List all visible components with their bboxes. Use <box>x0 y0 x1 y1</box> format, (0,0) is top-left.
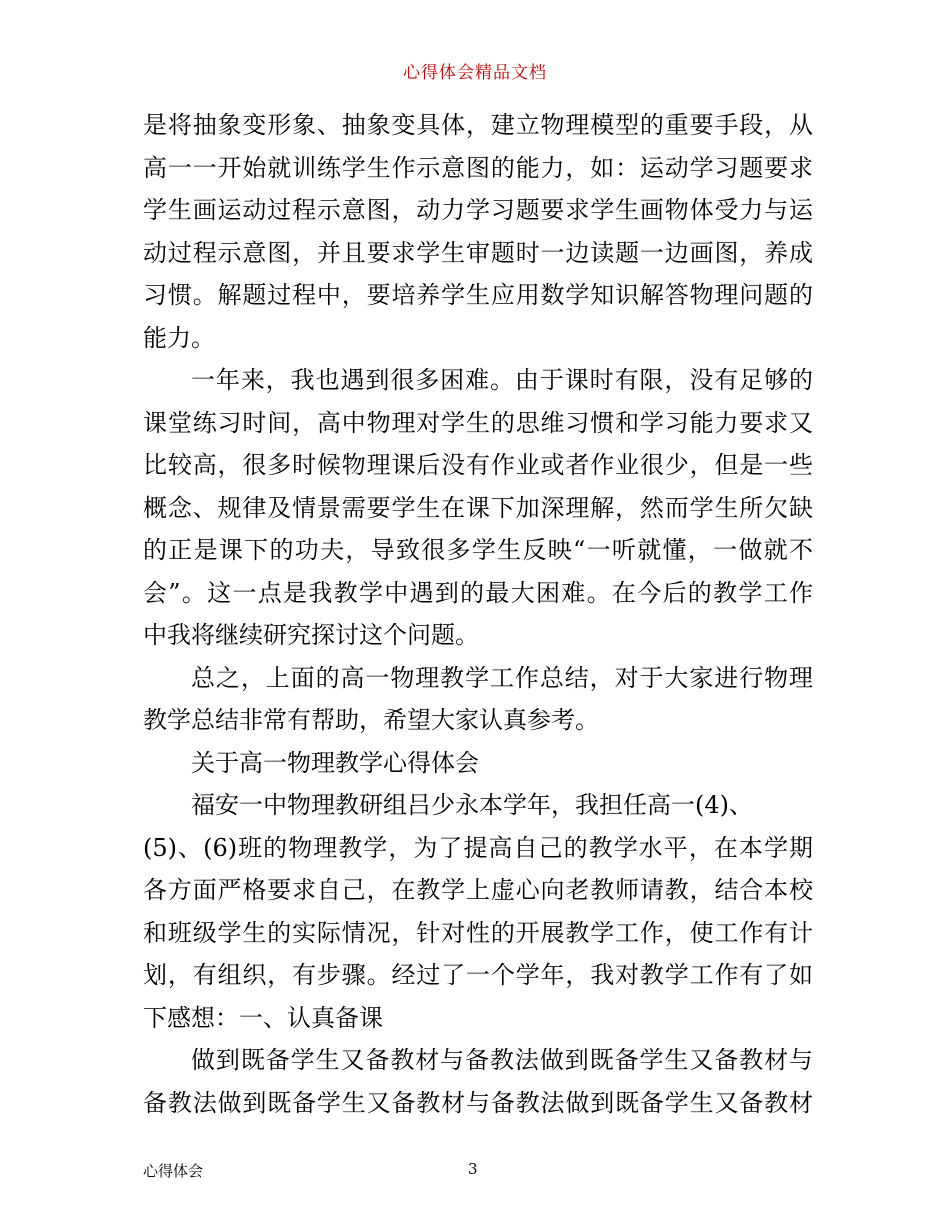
text-line: 做到既备学生又备教材与备教法做到既备学生又备教材与 <box>191 1046 813 1074</box>
text-line: 高一一开始就训练学生作示意图的能力，如：运动学习题要求 <box>143 153 813 182</box>
text-line: (5)、(6)班的物理教学，为了提高自己的教学水平，在本学期 <box>143 833 813 862</box>
text-line: 中我将继续研究探讨这个问题。 <box>143 621 479 649</box>
text-line: 课堂练习时间，高中物理对学生的思维习惯和学习能力要求又 <box>143 408 813 437</box>
text-line: 的正是课下的功夫，导致很多学生反映“一听就懂，一做就不 <box>143 536 813 564</box>
text-line: 概念、规律及情景需要学生在课下加深理解，然而学生所欠缺 <box>143 493 813 522</box>
text-line: 教学总结非常有帮助，希望大家认真参考。 <box>143 706 599 734</box>
text-line: 备教法做到既备学生又备教材与备教法做到既备学生又备教材 <box>143 1088 813 1117</box>
text-line: 学生画运动过程示意图，动力学习题要求学生画物体受力与运 <box>143 196 813 224</box>
text-line: 比较高，很多时候物理课后没有作业或者作业很少，但是一些 <box>143 451 813 479</box>
document-header-title: 心得体会精品文档 <box>403 63 547 83</box>
document-body <box>143 104 813 1124</box>
text-line: 一年来，我也遇到很多困难。由于课时有限，没有足够的 <box>191 366 813 394</box>
text-line: 动过程示意图，并且要求学生审题时一边读题一边画图，养成 <box>143 238 813 267</box>
text-line: 和班级学生的实际情况，针对性的开展教学工作，使工作有计 <box>143 918 813 947</box>
text-line: 是将抽象变形象、抽象变具体，建立物理模型的重要手段，从 <box>143 111 813 139</box>
text-line: 划，有组织，有步骤。经过了一个学年，我对教学工作有了如 <box>143 961 813 989</box>
text-line: 下感想：一、认真备课 <box>143 1003 383 1032</box>
text-line: 习惯。解题过程中，要培养学生应用数学知识解答物理问题的 <box>143 281 813 309</box>
text-line: 能力。 <box>143 323 215 352</box>
footer-label: 心得体会 <box>143 1162 204 1180</box>
page-number: 3 <box>468 1160 478 1178</box>
text-line: 各方面严格要求自己，在教学上虚心向老教师请教，结合本校 <box>143 876 813 904</box>
section-heading: 关于高一物理教学心得体会 <box>191 748 479 777</box>
text-line: 总之，上面的高一物理教学工作总结，对于大家进行物理 <box>191 663 813 692</box>
text-line: 会”。这一点是我教学中遇到的最大困难。在今后的教学工作 <box>143 578 813 607</box>
text-line: 福安一中物理教研组吕少永本学年，我担任高一(4)、 <box>191 791 753 819</box>
